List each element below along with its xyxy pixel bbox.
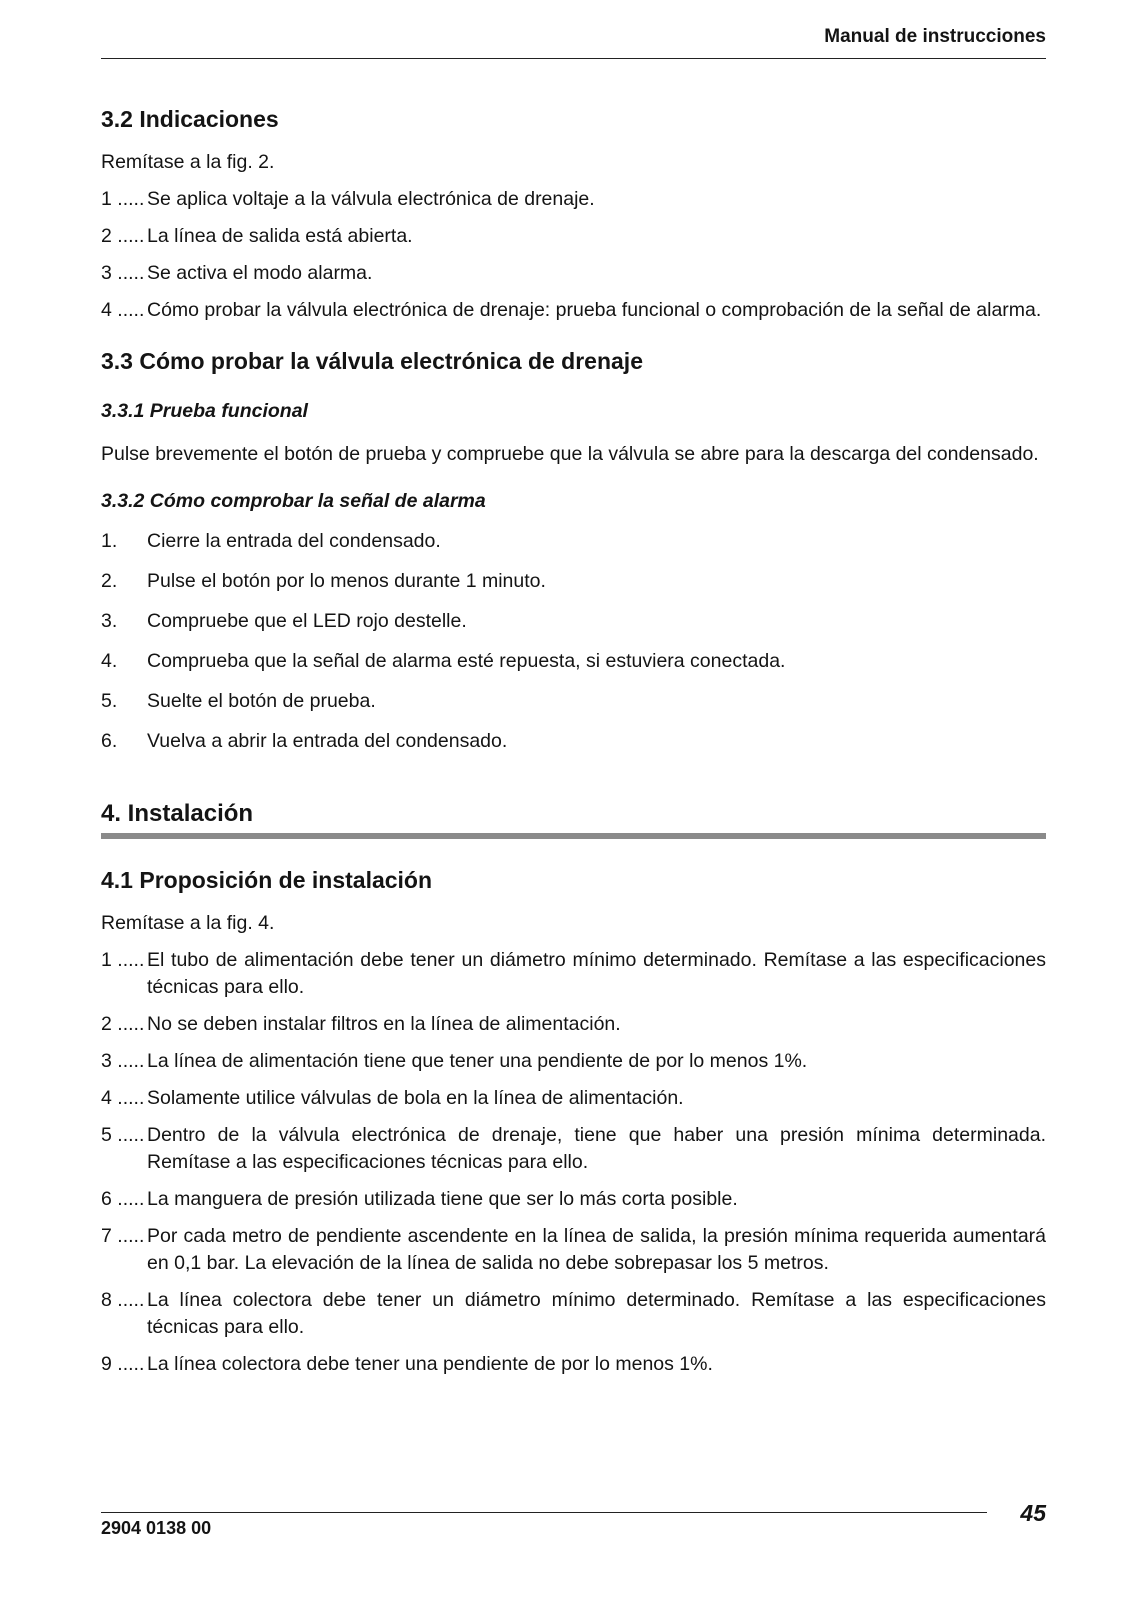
list-item-text: No se deben instalar filtros en la línea de alimentación. <box>147 1013 621 1035</box>
list-item <box>101 648 1046 675</box>
list-item-text: La línea colectora debe tener un diámetro mínimo determinado. Remítase a las especificaciones técnicas para ello. <box>147 1289 1046 1338</box>
list-item <box>101 1351 1046 1378</box>
list-item-text: La línea de alimentación tiene que tener una pendiente de por lo menos 1%. <box>147 1050 808 1072</box>
list-item-number: 1. <box>101 530 118 552</box>
section-3-3-2-heading: 3.3.2 Cómo comprobar la señal de alarma <box>101 490 486 512</box>
list-item-number: 7 ..... <box>101 1225 145 1247</box>
list-item-text: Cómo probar la válvula electrónica de drenaje: prueba funcional o comprobación de la señal de alarma. <box>147 299 1042 321</box>
section-3-2-heading: 3.2 Indicaciones <box>101 106 279 132</box>
list-item <box>101 568 1046 595</box>
list-item-number: 4 ..... <box>101 1087 145 1109</box>
list-item-number: 2 ..... <box>101 225 145 247</box>
list-item-text: Se aplica voltaje a la válvula electrónica de drenaje. <box>147 188 595 210</box>
list-item-number: 6. <box>101 730 118 752</box>
list-item-number: 3 ..... <box>101 262 145 284</box>
section-3-3-1-text: Pulse brevemente el botón de prueba y compruebe que la válvula se abre para la descarga del condensado. <box>101 443 1039 465</box>
section-3-3-1-heading: 3.3.1 Prueba funcional <box>101 400 308 422</box>
list-item-text: Dentro de la válvula electrónica de drenaje, tiene que haber una presión mínima determinada. Remítase a las especificaciones técnicas para ello. <box>147 1124 1046 1173</box>
list-item-text: Comprueba que la señal de alarma esté repuesta, si estuviera conectada. <box>147 650 786 672</box>
list-item-text: Suelte el botón de prueba. <box>147 690 376 712</box>
list-item-number: 4 ..... <box>101 299 145 321</box>
list-item-number: 5. <box>101 690 118 712</box>
list-item-text: Solamente utilice válvulas de bola en la línea de alimentación. <box>147 1087 684 1109</box>
list-item-text: El tubo de alimentación debe tener un diámetro mínimo determinado. Remítase a las especificaciones técnicas para ello. <box>147 949 1046 998</box>
list-item-number: 6 ..... <box>101 1188 145 1210</box>
list-item-number: 8 ..... <box>101 1289 145 1311</box>
section-3-3-2-list <box>101 528 1046 755</box>
page-number: 45 <box>1020 1500 1046 1526</box>
list-item-text: Cierre la entrada del condensado. <box>147 530 441 552</box>
header-rule <box>101 58 1046 59</box>
list-item-text: Se activa el modo alarma. <box>147 262 373 284</box>
list-item-text: La manguera de presión utilizada tiene que ser lo más corta posible. <box>147 1188 738 1210</box>
page-body <box>101 104 1046 1378</box>
list-item <box>101 528 1046 555</box>
section-3-2-intro: Remítase a la fig. 2. <box>101 151 275 173</box>
list-item-text: La línea de salida está abierta. <box>147 225 413 247</box>
list-item-number: 1 ..... <box>101 949 145 971</box>
list-item-number: 9 ..... <box>101 1353 145 1375</box>
list-item-number: 4. <box>101 650 118 672</box>
chapter-rule <box>101 833 1046 839</box>
section-4-1-heading: 4.1 Proposición de instalación <box>101 867 433 893</box>
running-header: Manual de instrucciones <box>824 26 1046 47</box>
list-item-text: Compruebe que el LED rojo destelle. <box>147 610 467 632</box>
list-item <box>101 223 1046 250</box>
list-item <box>101 1223 1046 1277</box>
list-item <box>101 1287 1046 1341</box>
list-item-number: 2 ..... <box>101 1013 145 1035</box>
list-item <box>101 608 1046 635</box>
list-item-text: Por cada metro de pendiente ascendente en la línea de salida, la presión mínima requerida aumentará en 0,1 bar. La elevación de la línea de salida no debe sobrepasar los 5 metros. <box>147 1225 1046 1274</box>
list-item-number: 3 ..... <box>101 1050 145 1072</box>
list-item-number: 2. <box>101 570 118 592</box>
list-item-number: 5 ..... <box>101 1124 145 1146</box>
list-item-number: 3. <box>101 610 118 632</box>
list-item <box>101 947 1046 1001</box>
list-item <box>101 1011 1046 1038</box>
list-item-number: 1 ..... <box>101 188 145 210</box>
document-code: 2904 0138 00 <box>101 1518 212 1538</box>
list-item <box>101 728 1046 755</box>
section-3-3-heading: 3.3 Cómo probar la válvula electrónica de drenaje <box>101 348 643 374</box>
list-item <box>101 1085 1046 1112</box>
chapter-4-heading: 4. Instalación <box>101 800 254 827</box>
section-4-1-intro: Remítase a la fig. 4. <box>101 912 275 934</box>
footer-rule <box>101 1512 987 1513</box>
list-item <box>101 1186 1046 1213</box>
list-item-text: La línea colectora debe tener una pendiente de por lo menos 1%. <box>147 1353 713 1375</box>
list-item-text: Pulse el botón por lo menos durante 1 minuto. <box>147 570 546 592</box>
list-item <box>101 1122 1046 1176</box>
list-item <box>101 688 1046 715</box>
list-item <box>101 260 1046 287</box>
list-item <box>101 186 1046 213</box>
section-4-1-list <box>101 947 1046 1378</box>
list-item <box>101 297 1046 324</box>
section-3-2-list <box>101 186 1046 324</box>
list-item <box>101 1048 1046 1075</box>
list-item-text: Vuelva a abrir la entrada del condensado. <box>147 730 508 752</box>
